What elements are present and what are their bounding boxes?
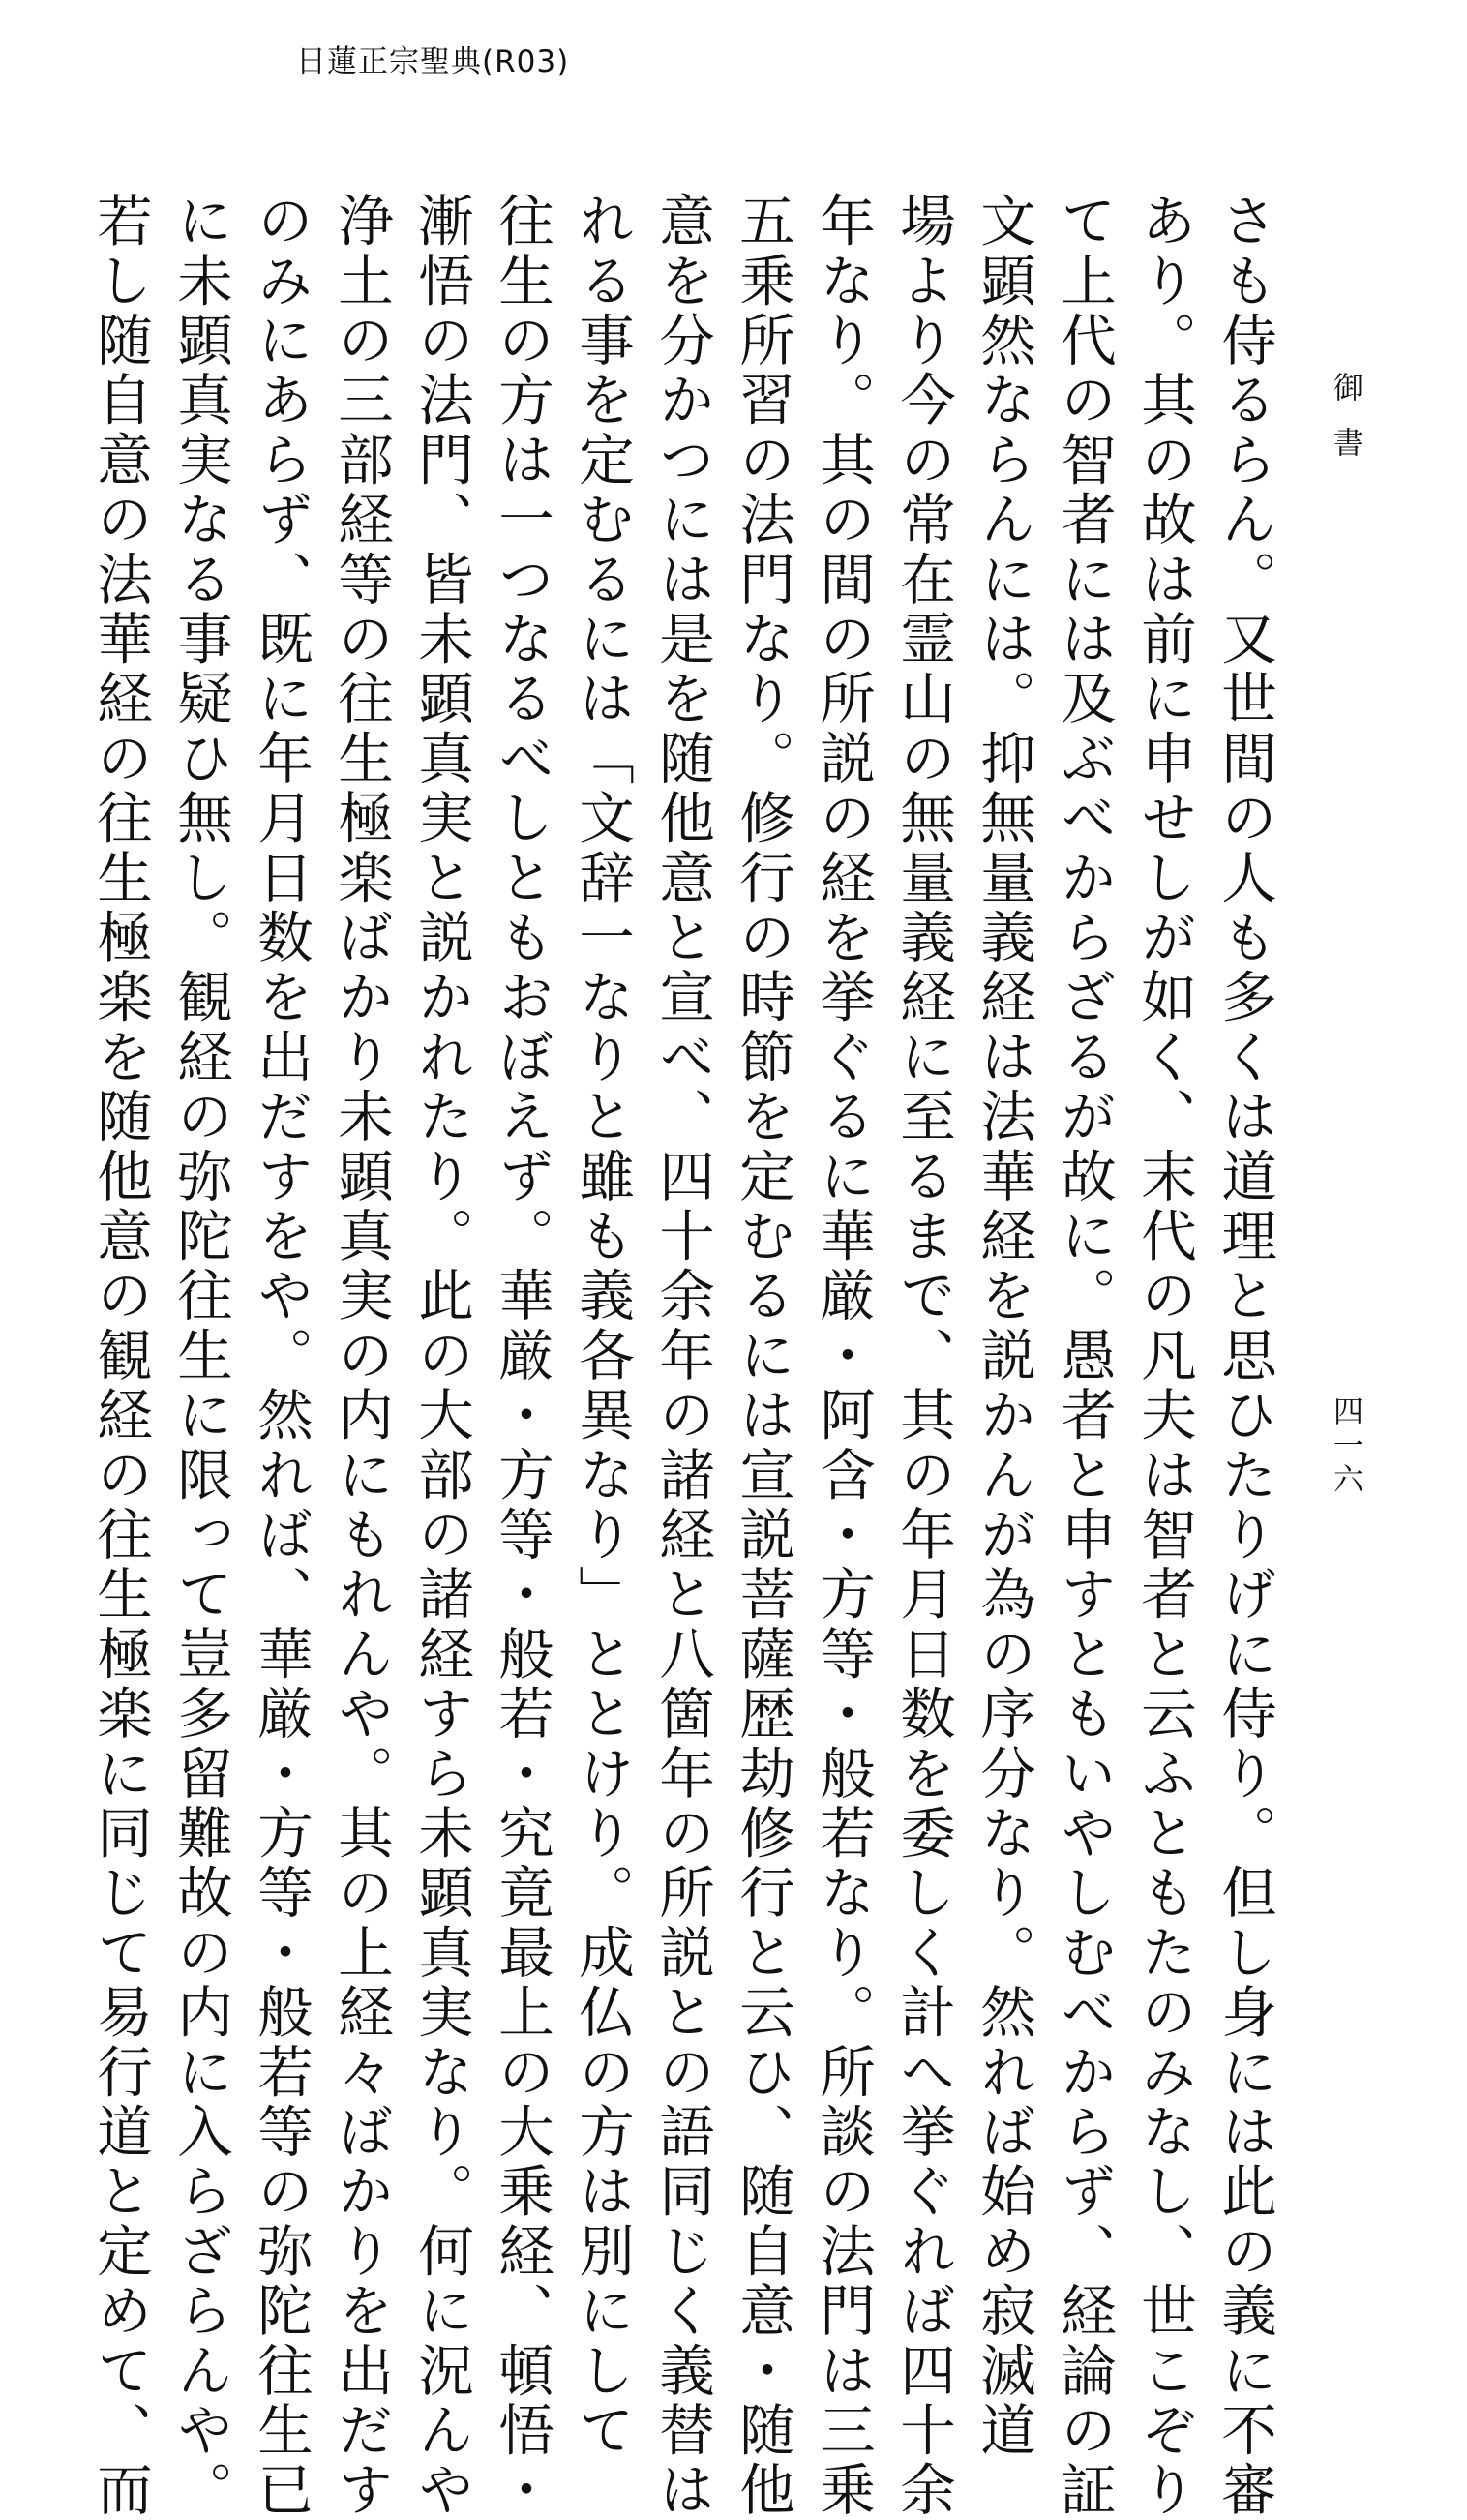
- text-column: 往生の方は一つなるべしともおぼえず。華厳・方等・般若・究竟最上の大乗経、頓悟・: [490, 192, 554, 2520]
- text-column: 意を分かつには是を随他意と宣べ、四十余年の諸経と八箇年の所説との語同じく義替は: [650, 192, 715, 2520]
- text-column: に未顕真実なる事疑ひ無し。観経の弥陀往生に限って豈多留難故の内に入らざらんや。: [168, 192, 233, 2520]
- page-number: 四一六: [1328, 1395, 1362, 1497]
- document-title: 日蓮正宗聖典(R03): [296, 45, 570, 79]
- text-column: 浄土の三部経等の往生極楽ばかり未顕真実の内にもれんや。其の上経々ばかりを出だす: [329, 192, 394, 2520]
- text-column: 場より今の常在霊山の無量義経に至るまで、其の年月日数を委しく計へ挙ぐれば四十余: [891, 192, 956, 2520]
- text-column: あり。其の故は前に申せしが如く、末代の凡夫は智者と云ふともたのみなし、世こぞり: [1132, 192, 1197, 2520]
- body-text: [88, 192, 1285, 2520]
- section-label: 御書: [1328, 372, 1362, 482]
- text-column: のみにあらず、既に年月日数を出だすをや。然れば、華厳・方等・般若等の弥陀往生已: [249, 192, 314, 2520]
- text-column: さも侍るらん。又世間の人も多くは道理と思ひたりげに侍り。但し身には此の義に不審: [1213, 192, 1277, 2520]
- text-column: て上代の智者には及ぶべからざるが故に。愚者と申すともいやしむべからず、経論の証: [1052, 192, 1117, 2520]
- text-column: 五乗所習の法門なり。修行の時節を定むるには宣説菩薩歴劫修行と云ひ、随自意・随他: [731, 192, 795, 2520]
- text-column: 漸悟の法門、皆未顕真実と説かれたり。此の大部の諸経すら未顕真実なり。何に況んや: [409, 192, 474, 2520]
- text-column: 年なり。其の間の所説の経を挙ぐるに華厳・阿含・方等・般若なり。所談の法門は三乗: [811, 192, 876, 2520]
- text-column: 若し随自意の法華経の往生極楽を随他意の観経の往生極楽に同じて易行道と定めて、而: [88, 192, 153, 2520]
- text-column: 文顕然ならんには。抑無量義経は法華経を説かんが為の序分なり。然れば始め寂滅道: [972, 192, 1036, 2461]
- text-column: れる事を定むるには「文辞一なりと雖も義各異なり」ととけり。成仏の方は別にして: [570, 192, 635, 2461]
